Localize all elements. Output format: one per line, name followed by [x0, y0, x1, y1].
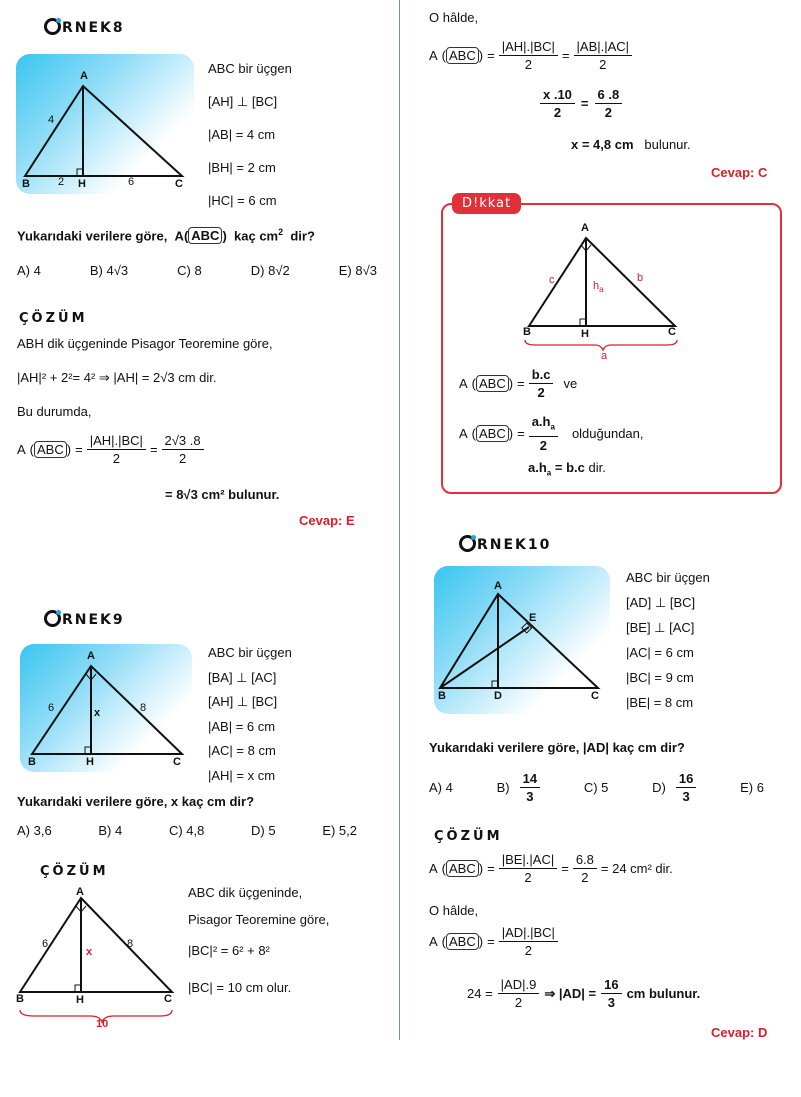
ornek9-header-text: RNEK9 — [62, 612, 125, 628]
cozum10-header: ÇÖZÜM — [434, 829, 503, 844]
fig10-label-a: A — [494, 580, 502, 592]
cont9-line1: O hâlde, — [429, 10, 479, 25]
dikkat-label-b-side: b — [637, 272, 644, 284]
fig8-label-h: H — [78, 178, 86, 190]
ornek8-question: Yukarıdaki verilere göre, A( ABC ) kaç $cm^2$ dir? — [17, 227, 315, 244]
fraction — [601, 976, 621, 1011]
ornek10-header-text: RNEK10 — [477, 537, 552, 553]
fraction-num: |AD|.|BC| — [499, 924, 558, 942]
ornek10-figure — [434, 566, 610, 714]
cont9-formula1: A ( ABC ) = $\frac{|AH|.|BC|}{2}$ = $\frac{|AB|.|AC|}{2}$ — [429, 38, 632, 73]
fraction — [529, 413, 558, 454]
fraction — [676, 770, 696, 805]
fraction-num: a.h — [531, 414, 551, 429]
choice-letter: A) — [429, 780, 442, 795]
cozum8-line3: Bu durumda, — [17, 404, 92, 419]
cont9-formula2: $\frac{x .10}{2}$ = $\frac{6 .8}{2}$ — [540, 86, 622, 121]
given-line: |AC| = 6 cm — [626, 645, 694, 660]
ornek9-question: Yukarıdaki verilere göre, x kaç cm dir? — [17, 794, 255, 809]
given-line: ABC bir üçgen — [208, 645, 292, 660]
cozum8-line2: |AH|² + 2²= 4² ⇒ |AH| = 2√3 cm dir. — [17, 370, 217, 385]
dikkat-label-a-side: a — [601, 350, 608, 362]
choice-d[interactable]: D) 5 — [251, 823, 276, 838]
conclusion-lhs: a.h — [528, 460, 547, 475]
formula-lead: 24 = — [467, 986, 493, 1001]
fig8-label-c: C — [175, 178, 183, 190]
fraction-den: 2 — [112, 451, 120, 466]
fig9s-label-bc: 10 — [96, 1018, 109, 1030]
result-text: bulunur. — [644, 137, 691, 152]
cozum10-formula3 — [467, 976, 700, 1011]
fig9s-label-b: B — [16, 993, 24, 1005]
dikkat-label-b: B — [523, 326, 531, 338]
ha-text: h — [593, 280, 600, 292]
choice-e[interactable]: E) 5,2 — [322, 823, 357, 838]
dikkat-label-a: A — [581, 222, 589, 234]
fig9-label-x: x — [94, 707, 101, 719]
given-line: [AD] ⊥ [BC] — [626, 595, 696, 610]
ornek8-givens — [208, 52, 292, 217]
cozum9-lines — [188, 885, 329, 1007]
formula-tail: cm bulunur. — [626, 986, 701, 1001]
choice-b[interactable] — [497, 770, 540, 805]
hat-abc: ABC — [188, 227, 222, 244]
dikkat-label-c: C — [668, 326, 676, 338]
ornek8-header — [44, 18, 125, 36]
result-value: x = 4,8 cm — [571, 137, 634, 152]
choice-a[interactable] — [429, 780, 453, 795]
fraction-den: 2 — [539, 437, 547, 453]
area-symbol: A — [174, 228, 184, 244]
fig10-label-e: E — [529, 612, 537, 624]
fig9-label-b: B — [28, 756, 36, 768]
hat-abc: ABC — [446, 860, 479, 877]
cozum8-header: ÇÖZÜM — [19, 311, 88, 326]
dikkat-tag: D!kkat — [452, 193, 521, 214]
dikkat-formula1: A ( ABC ) = $\frac{b.c}{2}$ ve — [459, 367, 578, 400]
hat-abc: ABC — [446, 933, 479, 950]
ornek8-choices — [17, 263, 377, 278]
formula-tail: olduğundan, — [571, 425, 644, 441]
fig9s-label-c: C — [164, 993, 172, 1005]
conclusion-end: dir. — [588, 460, 606, 475]
choice-e[interactable] — [740, 780, 764, 795]
fraction-den: 2 — [537, 385, 545, 400]
choice-d[interactable]: D) 8√2 — [250, 263, 290, 278]
ornek9-choices — [17, 823, 357, 838]
fig10-label-d: D — [494, 690, 502, 702]
hat-abc: ABC — [476, 425, 509, 442]
fraction — [499, 851, 558, 886]
fraction-sub: a — [550, 422, 555, 432]
ornek10-header — [459, 535, 551, 553]
cont9-result — [571, 137, 691, 152]
fig9s-label-a: A — [76, 886, 84, 898]
conclusion-rhs: = b.c — [554, 460, 585, 475]
dikkat-label-h: H — [581, 328, 589, 340]
dikkat-label-ha — [593, 280, 604, 294]
fraction — [574, 38, 633, 73]
ornek-o-icon — [44, 18, 61, 35]
question-end: dir? — [290, 228, 315, 244]
choice-c[interactable] — [584, 780, 609, 795]
cozum9-line: Pisagor Teoremine göre, — [188, 912, 330, 927]
fraction-num: 6 .8 — [595, 86, 623, 104]
cozum9-header: ÇÖZÜM — [40, 864, 109, 879]
choice-value: 6 — [756, 780, 764, 795]
fraction-den: 3 — [607, 995, 615, 1010]
fraction-den: 2 — [599, 57, 607, 72]
fraction — [595, 86, 623, 121]
cozum9-figure — [14, 886, 184, 1032]
fig10-label-c: C — [591, 690, 599, 702]
given-line: ABC bir üçgen — [626, 570, 710, 585]
fraction-num: |AH|.|BC| — [87, 432, 146, 450]
fraction-den: 2 — [604, 105, 612, 120]
formula-tail: = 24 cm² dir. — [600, 861, 673, 876]
fig9s-label-ac: 8 — [127, 938, 134, 950]
fig9-label-ab: 6 — [48, 702, 55, 714]
fraction-num: x .10 — [540, 86, 575, 104]
choice-e[interactable]: E) 8√3 — [338, 263, 377, 278]
given-line: |AC| = 8 cm — [208, 743, 276, 758]
choice-c[interactable]: C) 4,8 — [168, 823, 205, 838]
given-line: [BA] ⊥ [AC] — [208, 669, 277, 685]
fraction — [499, 924, 558, 959]
area-symbol: A — [429, 934, 438, 949]
ornek10-givens — [626, 565, 710, 715]
cozum9-line: ABC dik üçgeninde, — [188, 885, 303, 900]
fraction-num: |AB|.|AC| — [574, 38, 633, 56]
fraction — [87, 432, 146, 467]
hat-abc: ABC — [476, 375, 509, 392]
choice-letter: E) — [740, 780, 754, 795]
fraction-num: b.c — [529, 366, 554, 384]
dikkat-label-c-side: c — [549, 274, 555, 286]
given-line: ABC bir üçgen — [208, 61, 292, 76]
fig9s-label-x: x — [86, 946, 93, 958]
fraction-den: 2 — [524, 943, 532, 958]
fraction — [529, 366, 554, 401]
ornek9-header — [44, 610, 125, 628]
hat-abc: ABC — [446, 47, 479, 64]
fraction — [498, 976, 540, 1011]
ornek10-question: Yukarıdaki verilere göre, |AD| kaç cm dir? — [429, 740, 685, 755]
choice-b[interactable]: B) 4 — [98, 823, 123, 838]
choice-letter: C) — [583, 780, 598, 795]
ornek9-givens — [208, 641, 292, 788]
area-symbol: A — [459, 425, 468, 441]
ornek8-header-text: RNEK8 — [62, 20, 125, 36]
cozum10-answer: Cevap: D — [711, 1025, 768, 1040]
cont9-answer: Cevap: C — [711, 165, 768, 180]
fig9-label-c: C — [173, 756, 181, 768]
fig9s-label-h: H — [76, 994, 84, 1006]
given-line: |HC| = 6 cm — [208, 193, 277, 208]
dikkat-formula2: A ( ABC ) = $\frac{a.h_a}{2}$ olduğundan, — [459, 414, 644, 453]
ornek-o-icon — [44, 610, 61, 627]
fraction-den: 2 — [553, 105, 562, 120]
fraction-den: 2 — [514, 995, 523, 1010]
fig8-label-ab: 4 — [48, 114, 55, 126]
given-line: |BH| = 2 cm — [208, 160, 276, 175]
given-line: |AB| = 6 cm — [208, 718, 276, 734]
column-divider — [399, 0, 400, 1040]
ornek-o-icon — [459, 535, 476, 552]
area-symbol: A — [17, 442, 26, 457]
hat-abc: ABC — [34, 441, 67, 458]
given-line: [BE] ⊥ [AC] — [626, 620, 695, 635]
cozum10-formula1: A ( ABC ) = $\frac{|BE|.|AC|}{2}$ = $\frac{6.8}{2}$ = 24 cm² dir. — [429, 852, 673, 885]
fraction — [573, 851, 597, 886]
given-line: |AH| = x cm — [208, 767, 276, 783]
fraction — [499, 38, 558, 73]
conclusion-sub: a — [546, 468, 552, 478]
formula-tail: ve — [563, 376, 578, 391]
ornek10-choices — [429, 770, 764, 805]
fraction-num: |AH|.|BC| — [499, 38, 558, 56]
area-symbol: A — [429, 48, 438, 63]
given-line: |AB| = 4 cm — [208, 127, 276, 142]
formula-mid: ⇒ |AD| = — [544, 985, 597, 1001]
cozum10-formula2: A ( ABC ) = $\frac{|AD|.|BC|}{2}$ — [429, 924, 558, 959]
choice-b[interactable]: B) 4√3 — [89, 263, 129, 278]
cozum8-line1: ABH dik üçgeninde Pisagor Teoremine göre, — [17, 336, 273, 351]
fraction-den: 2 — [581, 870, 589, 885]
cozum9-line: |BC| = 10 cm olur. — [188, 980, 292, 995]
given-line: |BC| = 9 cm — [626, 670, 694, 685]
choice-value: 4 — [445, 780, 453, 795]
cozum8-formula: A ( ABC ) = $\frac{|AH|.|BC|}{2}$ = $\frac{2√3 .8}{2}$ — [17, 432, 204, 467]
ha-sub: a — [599, 285, 604, 295]
fig8-label-b: B — [22, 178, 30, 190]
dikkat-conclusion — [528, 460, 606, 478]
area-symbol: A — [459, 376, 468, 391]
ornek8-figure — [16, 54, 194, 194]
choice-d[interactable] — [652, 770, 696, 805]
choice-letter: D) — [652, 780, 666, 795]
fig8-label-bh: 2 — [58, 176, 65, 188]
fraction — [520, 770, 540, 805]
fraction-num: 6.8 — [573, 851, 597, 869]
fig9-label-a: A — [87, 650, 95, 662]
fig8-label-hc: 6 — [128, 176, 135, 188]
cozum8-answer: Cevap: E — [299, 513, 355, 528]
cozum9-line: |BC|² = 6² + 8² — [188, 943, 270, 958]
fraction-den: 2 — [178, 451, 187, 466]
fraction-num: |AD|.9 — [498, 976, 540, 994]
given-line: [AH] ⊥ [BC] — [208, 694, 278, 709]
choice-a[interactable]: A) 3,6 — [17, 823, 52, 838]
fraction-num: |BE|.|AC| — [499, 851, 558, 869]
fraction-den: 3 — [526, 789, 534, 804]
ornek9-figure — [20, 644, 192, 772]
choice-c[interactable]: C) 8 — [177, 263, 202, 278]
fig10-label-b: B — [438, 690, 446, 702]
question-text: Yukarıdaki verilere göre, — [17, 228, 168, 244]
dikkat-figure — [515, 218, 685, 364]
fig9-label-h: H — [86, 756, 94, 768]
given-line: |BE| = 8 cm — [626, 695, 694, 710]
fraction — [162, 432, 204, 467]
fraction-num: 14 — [520, 770, 540, 788]
fig9-label-ac: 8 — [140, 702, 147, 714]
fraction — [540, 86, 575, 121]
fig8-label-a: A — [80, 70, 88, 82]
fraction-den: 2 — [524, 57, 532, 72]
fraction-den: 2 — [524, 870, 532, 885]
fig9s-label-ab: 6 — [42, 938, 49, 950]
choice-value: 5 — [601, 780, 609, 795]
question-tail: kaç cm — [234, 228, 279, 244]
cozum10-line2: O hâlde, — [429, 903, 479, 918]
choice-letter: B) — [496, 780, 510, 795]
fraction-num: 16 — [676, 770, 696, 788]
fraction-num: 2√3 .8 — [162, 432, 204, 450]
cozum8-result: = 8√3 cm² bulunur. — [165, 487, 280, 502]
area-symbol: A — [429, 861, 438, 876]
choice-a[interactable]: A) 4 — [17, 263, 41, 278]
fraction-num: 16 — [601, 976, 621, 994]
fraction-den: 3 — [682, 789, 690, 804]
given-line: [AH] ⊥ [BC] — [208, 94, 278, 109]
